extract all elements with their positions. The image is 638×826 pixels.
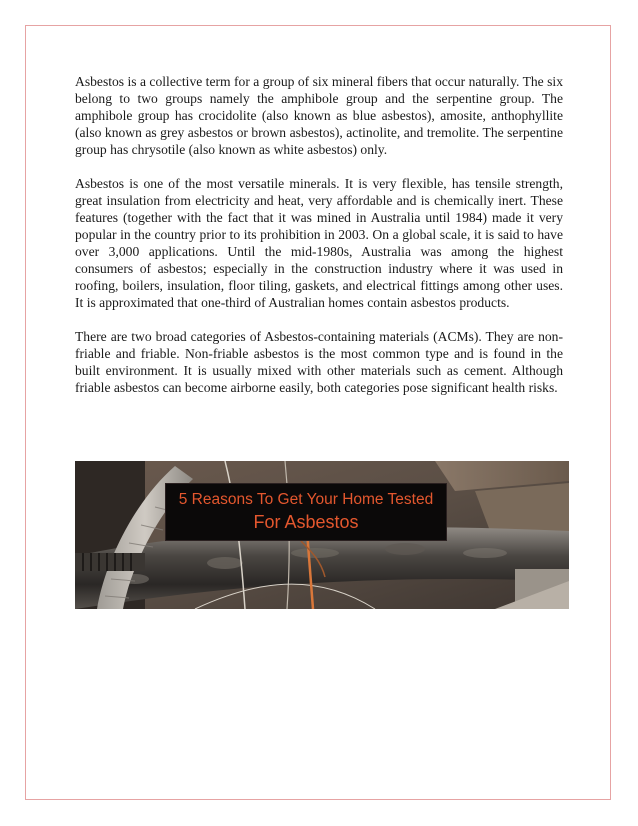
banner-title-line-2: For Asbestos [253, 512, 359, 532]
asbestos-banner-image [75, 461, 569, 609]
document-body [75, 73, 563, 413]
paragraph-asbestos-categories: There are two broad categories of Asbestos-containing materials (ACMs). They are non-friable and friable. Non-friable asbestos is the most common type and is found in the built environment. It is usually mixed with other materials such as cement. Although friable asbestos can become airborne easily, both categories pose significant health risks. [75, 329, 563, 395]
paragraph-asbestos-uses: Asbestos is one of the most versatile minerals. It is very flexible, has tensile strength, great insulation from electricity and heat, very affordable and is chemically inert. These features (together with the fact that it was mined in Australia until 1984) made it very popular in the country prior to its prohibition in 2003. On a global scale, it is said to have over 3,000 applications. Until the mid-1980s, Australia was among the highest consumers of asbestos; especially in the construction industry where it was used in roofing, boilers, insulation, floor tiling, gaskets, and electrical fittings among other uses. It is approximated that one-third of Australian homes contain asbestos products. [75, 176, 563, 310]
banner-title-box [165, 483, 447, 541]
banner-title-line-1: 5 Reasons To Get Your Home Tested [178, 491, 434, 508]
paragraph-asbestos-definition: Asbestos is a collective term for a group of six mineral fibers that occur naturally. The six belong to two groups namely the amphibole group and the serpentine group. The amphibole group has crocidolite (also known as blue asbestos), amosite, anthophyllite (also known as grey asbestos or brown asbestos), actinolite, and tremolite. The serpentine group has chrysotile (also known as white asbestos) only. [75, 74, 563, 157]
